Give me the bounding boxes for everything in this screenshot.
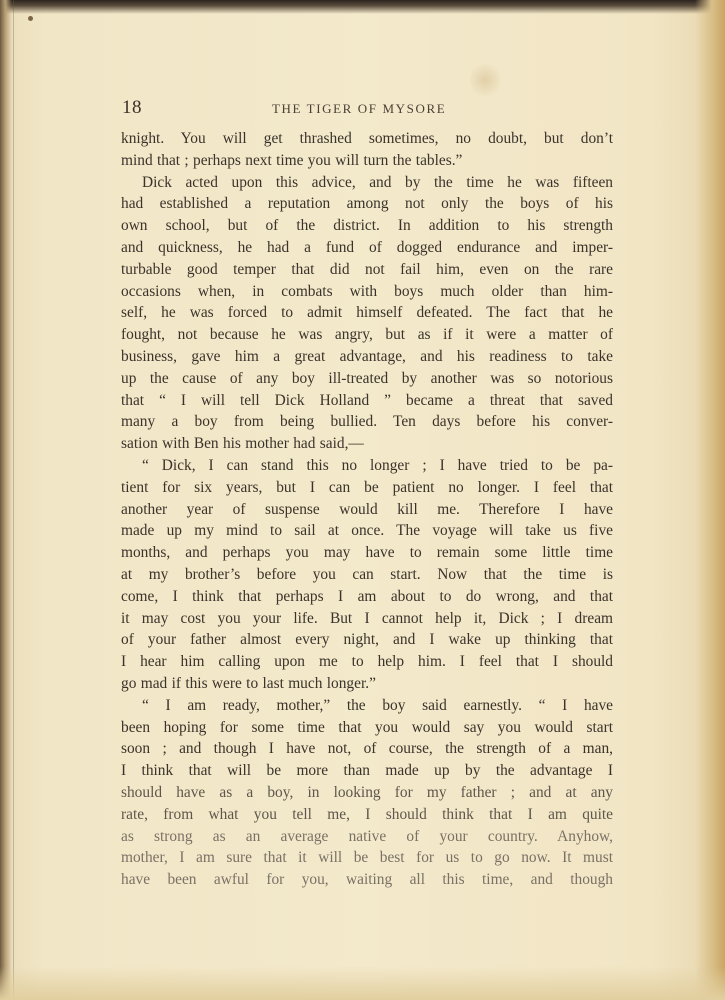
text-line: I think that will be more than made up by the advantage I xyxy=(121,762,613,780)
text-line: have been awful for you, waiting all this time, and though xyxy=(121,871,613,889)
text-line: mind that ; perhaps next time you will turn the tables.” xyxy=(121,151,463,169)
text-line: as strong as an average native of your country. Anyhow, xyxy=(121,827,613,845)
text-line: fought, not because he was angry, but as if it were a matter of xyxy=(121,326,613,344)
paper-stain xyxy=(470,60,500,100)
page-fold-line xyxy=(13,0,14,1000)
page-number: 18 xyxy=(122,97,142,118)
text-line: come, I think that perhaps I am about to do wrong, and that xyxy=(121,587,613,605)
page-right-edge xyxy=(695,0,725,1000)
text-line: another year of suspense would kill me. Therefore I have xyxy=(121,500,613,518)
text-line: it may cost you your life. But I cannot help it, Dick ; I dream xyxy=(121,609,613,627)
text-line: months, and perhaps you may have to remain some little time xyxy=(121,544,613,562)
page-top-shadow xyxy=(0,0,725,14)
text-line: business, gave him a great advantage, and his readiness to take xyxy=(121,347,613,365)
text-line: up the cause of any boy ill-treated by another was so notorious xyxy=(121,369,613,387)
text-line: been hoping for some time that you would say you would start xyxy=(121,718,613,736)
paper-spot xyxy=(28,16,33,21)
running-title: THE TIGER OF MYSORE xyxy=(272,101,447,116)
text-line: Dick acted upon this advice, and by the time he was fifteen xyxy=(142,173,613,191)
text-line: rate, from what you tell me, I should think that I am quite xyxy=(121,805,613,823)
text-line: soon ; and though I have not, of course, the strength of a man, xyxy=(121,740,613,758)
body-text xyxy=(121,128,613,891)
text-line: occasions when, in combats with boys much older than him- xyxy=(121,282,613,300)
text-line: made up my mind to sail at once. The voyage will take us five xyxy=(121,522,613,540)
text-line: and quickness, he had a fund of dogged endurance and imper- xyxy=(121,238,613,256)
text-line: I hear him calling upon me to help him. I feel that I should xyxy=(121,653,613,671)
text-line: turbable good temper that did not fail him, even on the rare xyxy=(121,260,613,278)
text-line: “ I am ready, mother,” the boy said earnestly. “ I have xyxy=(142,696,613,714)
running-head xyxy=(122,97,612,121)
text-line: tient for six years, but I can be patient no longer. I feel that xyxy=(121,478,613,496)
text-line: “ Dick, I can stand this no longer ; I have tried to be pa- xyxy=(142,456,613,474)
text-line: at my brother’s before you can start. Now that the time is xyxy=(121,565,613,583)
text-line: should have as a boy, in looking for my father ; and at any xyxy=(121,783,613,801)
text-line: many a boy from being bullied. Ten days before his conver- xyxy=(121,413,613,431)
text-line: of your father almost every night, and I wake up thinking that xyxy=(121,631,613,649)
text-line: that “ I will tell Dick Holland ” became a threat that saved xyxy=(121,391,613,409)
text-line: mother, I am sure that it will be best for us to go now. It must xyxy=(121,849,613,867)
text-line: self, he was forced to admit himself defeated. The fact that he xyxy=(121,304,613,322)
text-line: had established a reputation among not only the boys of his xyxy=(121,195,613,213)
page-binding-edge xyxy=(0,0,12,1000)
text-line: sation with Ben his mother had said,— xyxy=(121,435,364,453)
text-line: own school, but of the district. In addition to his strength xyxy=(121,217,613,235)
page-bottom-edge xyxy=(0,966,725,1000)
text-line: go mad if this were to last much longer.” xyxy=(121,674,376,692)
text-line: knight. You will get thrashed sometimes, no doubt, but don’t xyxy=(121,130,613,147)
